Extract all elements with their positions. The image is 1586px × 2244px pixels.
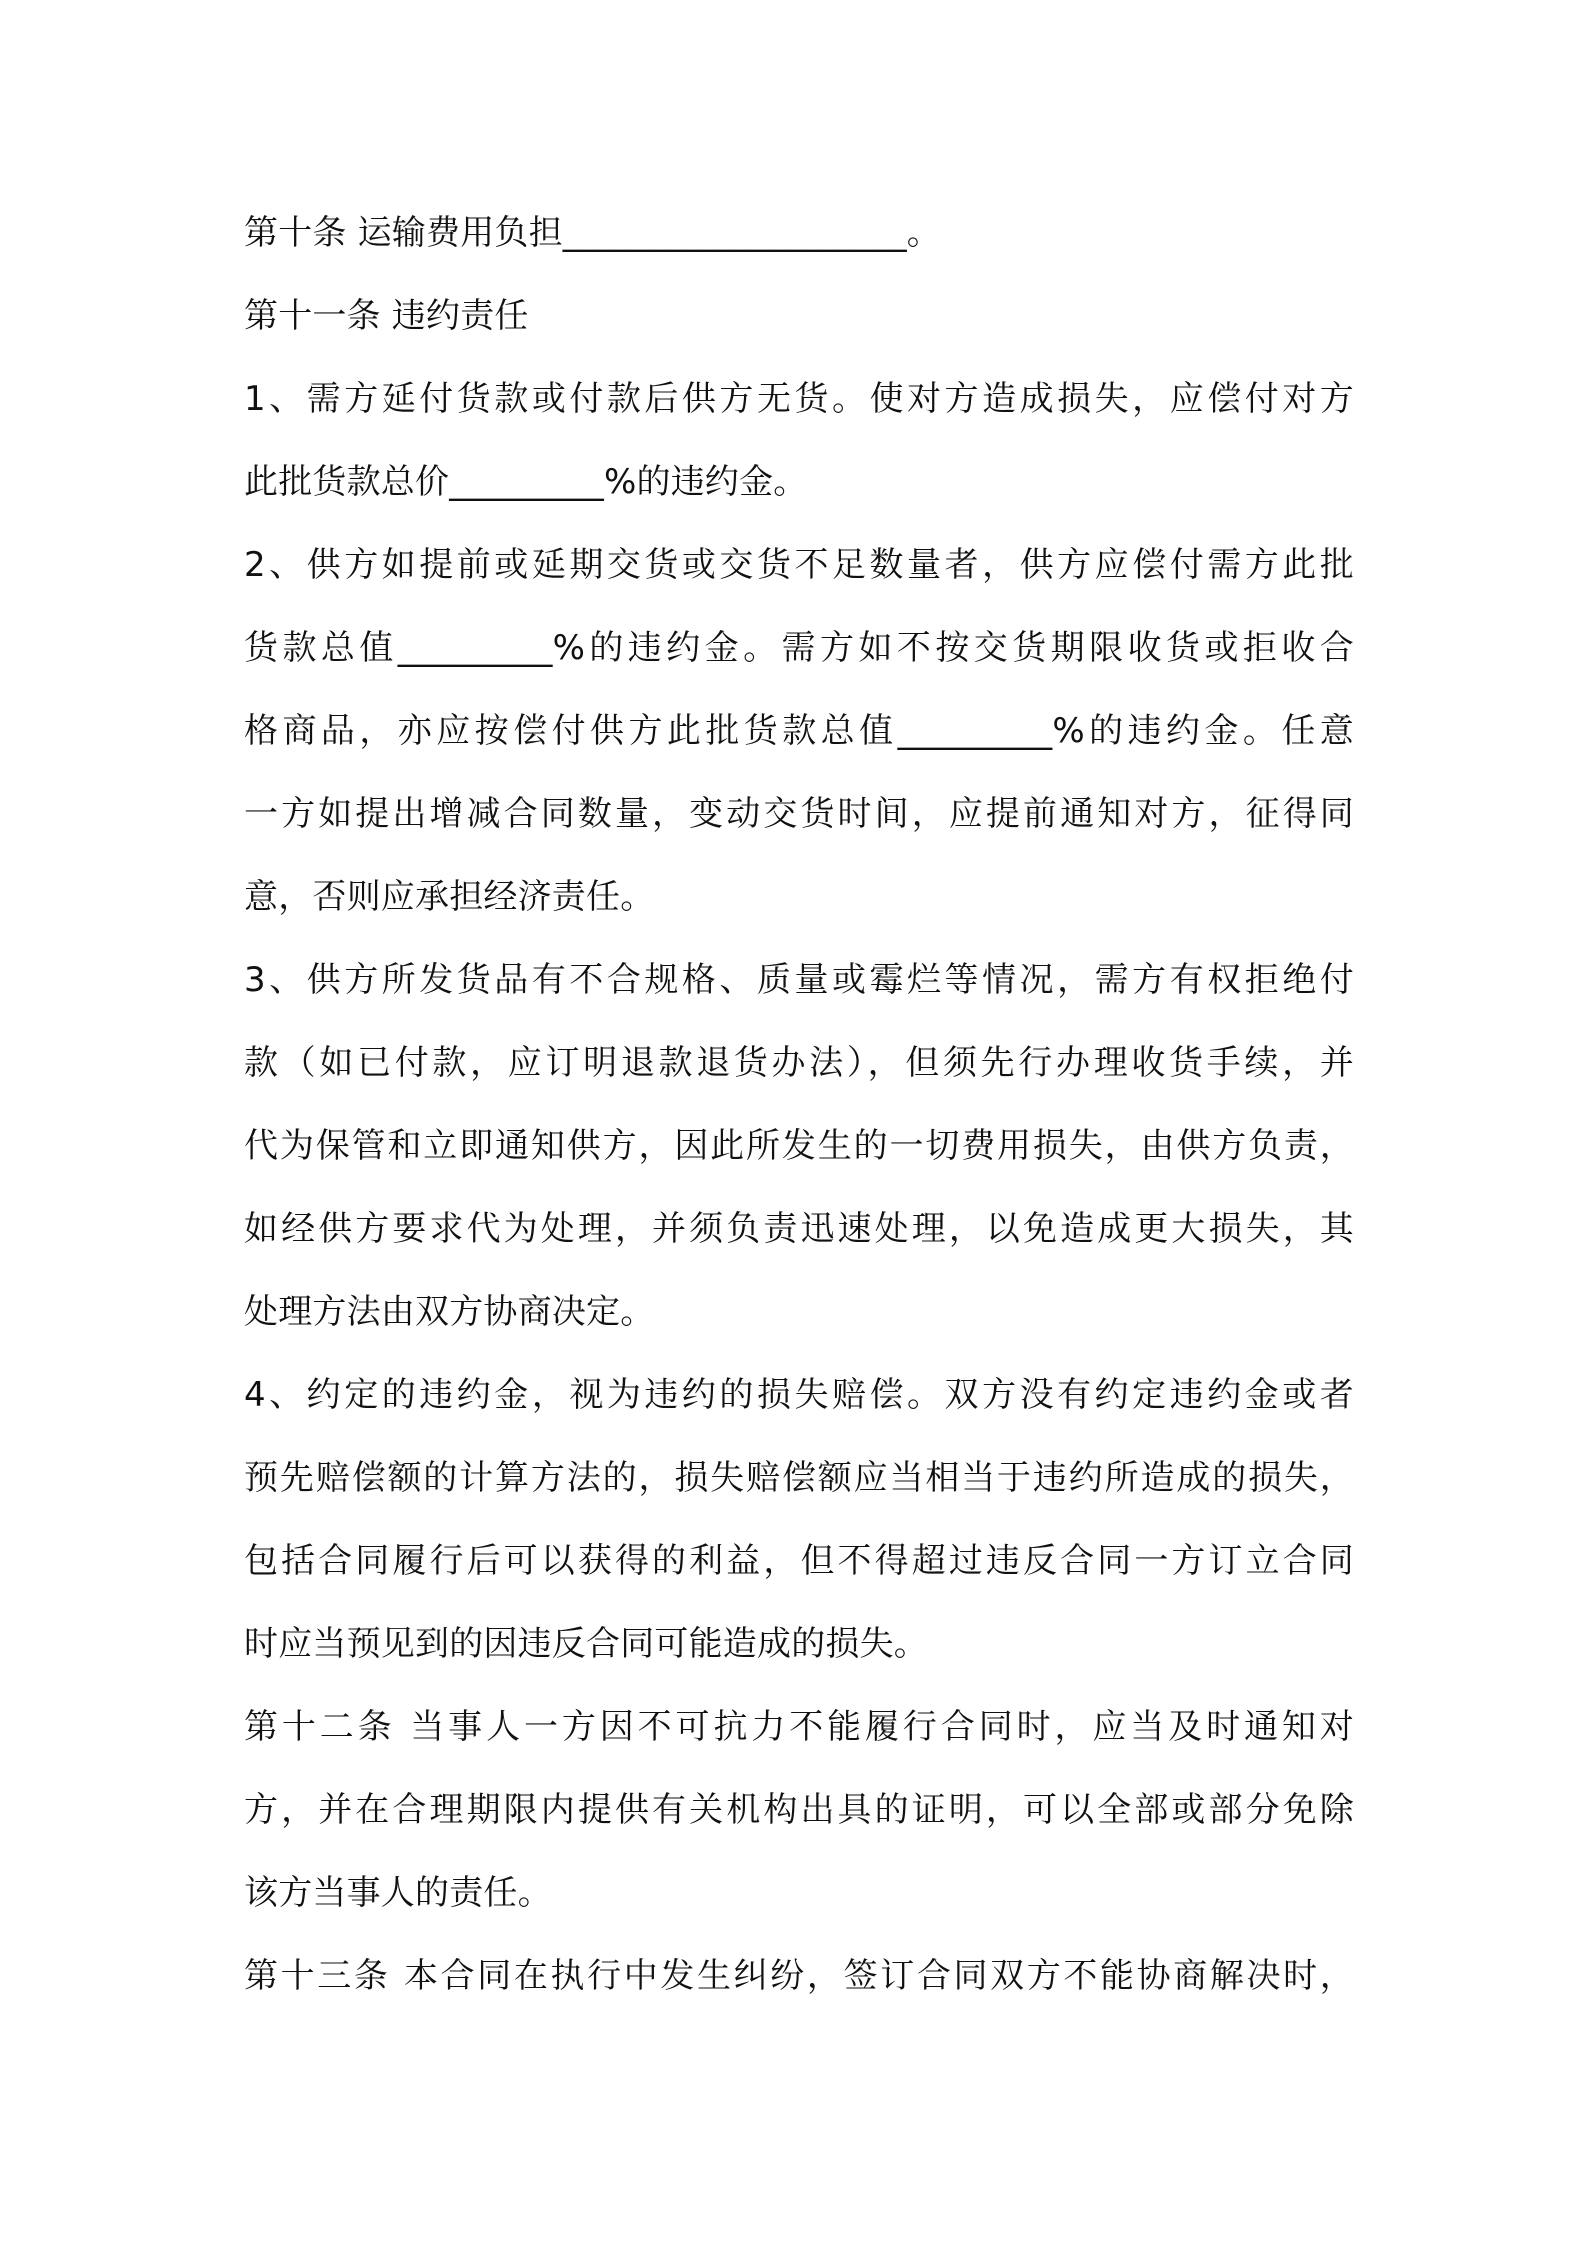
clause-3-line-3: 代为保管和立即通知供方，因此所发生的一切费用损失，由供方负责， [244,1126,1354,1166]
clause-4-line-4: 时应当预见到的因违反合同可能造成的损失。 [244,1624,928,1664]
clause-4-line-1: 4、约定的违约金，视为违约的损失赔偿。双方没有约定违约金或者 [244,1375,1354,1415]
clause-2-line-3: 格商品，亦应按偿付供方此批货款总值_________%的违约金。任意 [244,711,1354,751]
article-11-heading: 第十一条 违约责任 [244,296,529,336]
clause-3-line-4: 如经供方要求代为处理，并须负责迅速处理，以免造成更大损失，其 [244,1209,1354,1249]
clause-2-line-1: 2、供方如提前或延期交货或交货不足数量者，供方应偿付需方此批 [244,545,1354,585]
clause-2-line-2: 货款总值_________%的违约金。需方如不按交货期限收货或拒收合 [244,628,1354,668]
document-body [244,192,1354,2018]
clause-1-line-2: 此批货款总价_________%的违约金。 [244,462,808,502]
clause-2-line-4: 一方如提出增减合同数量，变动交货时间，应提前通知对方，征得同 [244,794,1354,834]
clause-3-line-1: 3、供方所发货品有不合规格、质量或霉烂等情况，需方有权拒绝付 [244,960,1354,1000]
clause-3-line-5: 处理方法由双方协商决定。 [244,1292,655,1332]
clause-4-line-2: 预先赔偿额的计算方法的，损失赔偿额应当相当于违约所造成的损失， [244,1458,1354,1498]
article-12-line-1: 第十二条 当事人一方因不可抗力不能履行合同时，应当及时通知对 [244,1707,1354,1747]
clause-1-line-1: 1、需方延付货款或付款后供方无货。使对方造成损失，应偿付对方 [244,379,1354,419]
clause-2-line-5: 意，否则应承担经济责任。 [244,877,655,917]
article-12-line-3: 该方当事人的责任。 [244,1873,552,1913]
clause-4-line-3: 包括合同履行后可以获得的利益，但不得超过违反合同一方订立合同 [244,1541,1354,1581]
article-12-line-2: 方，并在合理期限内提供有关机构出具的证明，可以全部或部分免除 [244,1790,1354,1830]
clause-3-line-2: 款（如已付款，应订明退款退货办法），但须先行办理收货手续，并 [244,1043,1354,1083]
article-13-line-1: 第十三条 本合同在执行中发生纠纷，签订合同双方不能协商解决时， [244,1956,1354,1996]
article-10-text: 第十条 运输费用负担____________________。 [244,213,942,253]
